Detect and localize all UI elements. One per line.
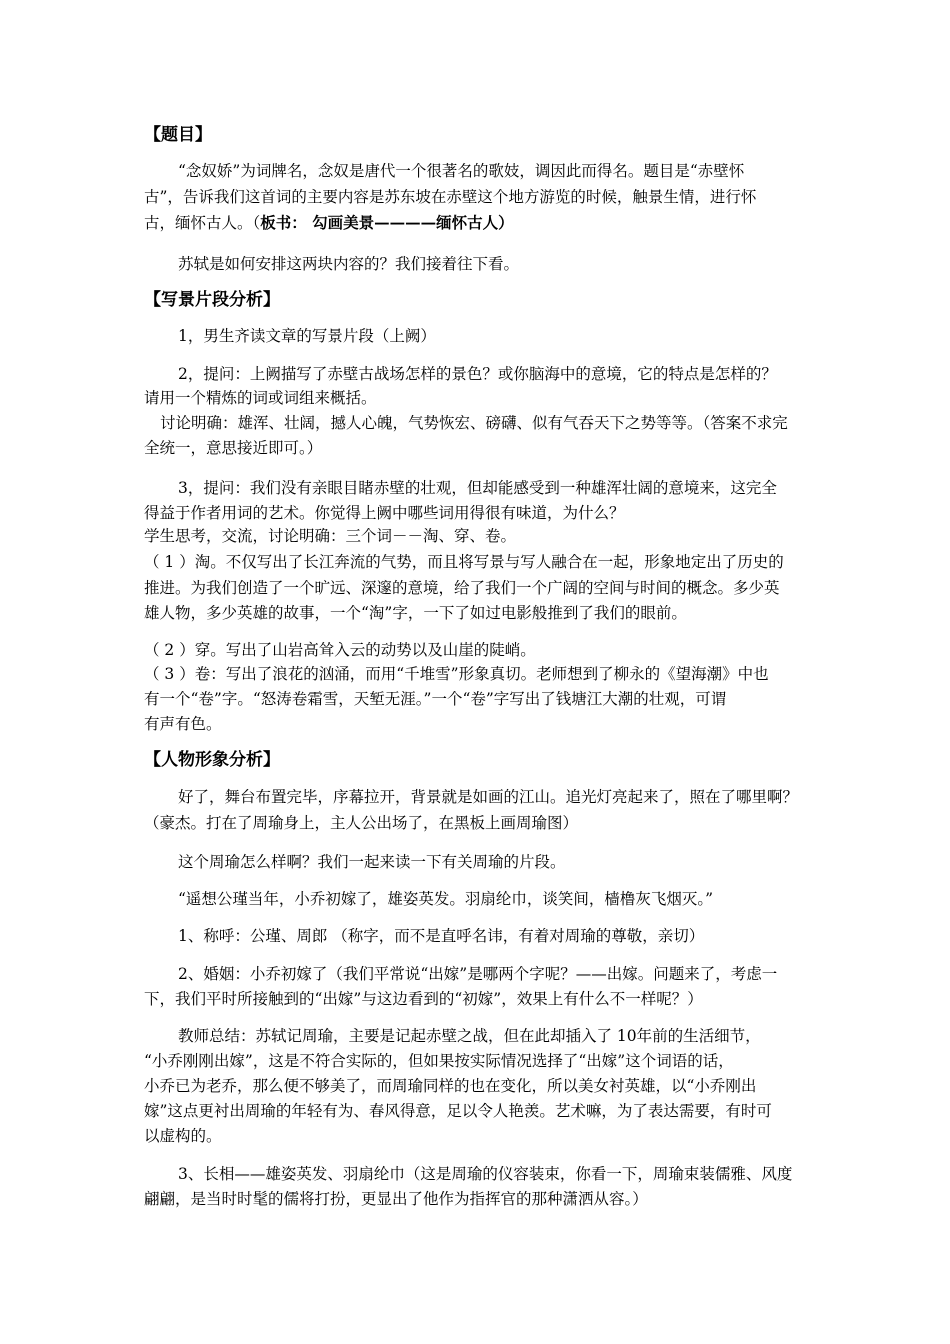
paragraph-line: 古”，告诉我们这首词的主要内容是苏东坡在赤壁这个地方游览的时候，触景生情，进行怀 (144, 188, 757, 206)
paragraph-line-with-board (144, 213, 514, 233)
section-heading-title: 【题目】 (144, 125, 212, 145)
paragraph-line: 有一个“卷”字。“怒涛卷霜雪，天堑无涯。”一个“卷”字写出了钱塘江大潮的壮观，可谓 (144, 690, 727, 708)
board-text: 勾画美景————缅怀古人） (306, 213, 514, 232)
paragraph-line: 讨论明确：雄浑、壮阔，撼人心魄，气势恢宏、磅礴、似有气吞天下之势等等。（答案不求完 (160, 414, 788, 432)
paragraph-line: 下，我们平时所接触到的“出嫁”与这边看到的“初嫁”，效果上有什么不一样呢？） (144, 990, 703, 1008)
paragraph-line: 好了，舞台布置完毕，序幕拉开，背景就是如画的江山。追光灯亮起来了，照在了哪里啊？ (178, 788, 799, 806)
paragraph-line: 2、婚姻：小乔初嫁了（我们平常说“出嫁”是哪两个字呢？——出嫁。问题来了，考虑一 (178, 965, 778, 983)
paragraph-line: 苏轼是如何安排这两块内容的？我们接着往下看。 (178, 255, 520, 273)
paragraph-line: “小乔刚刚出嫁”，这是不符合实际的，但如果按实际情况选择了“出嫁”这个词语的话， (144, 1052, 734, 1070)
paragraph-line: 1，男生齐读文章的写景片段（上阙） (178, 327, 436, 345)
paragraph-line: “念奴娇”为词牌名，念奴是唐代一个很著名的歌妓，调因此而得名。题目是“赤壁怀 (178, 162, 745, 180)
paragraph-line: 2，提问：上阙描写了赤壁古战场怎样的景色？或你脑海中的意境，它的特点是怎样的？ (178, 365, 777, 383)
board-label: 板书： (260, 213, 307, 232)
section-heading-character: 【人物形象分析】 (144, 750, 280, 770)
paragraph-line: （豪杰。打在了周瑜身上，主人公出场了，在黑板上画周瑜图） (144, 814, 579, 832)
paragraph-line: 小乔已为老乔，那么便不够美了，而周瑜同样的也在变化，所以美女衬英雄，以“小乔刚出 (144, 1077, 757, 1095)
paragraph-line: 雄人物，多少英雄的故事，一个“淘”字，一下了如过电影般推到了我们的眼前。 (144, 604, 687, 622)
section-heading-scenery: 【写景片段分析】 (144, 290, 280, 310)
paragraph-line: 3、长相——雄姿英发、羽扇纶巾（这是周瑜的仪容装束，你看一下，周瑜束装儒雅、风度 (178, 1165, 793, 1183)
paragraph-line: 有声有色。 (144, 715, 222, 733)
paragraph-text: 古，缅怀古人。（ (144, 214, 261, 232)
paragraph-line: （ 2 ）穿。写出了山岩高耸入云的动势以及山崖的陡峭。 (144, 641, 536, 659)
paragraph-line: （ 3 ）卷：写出了浪花的汹涌，而用“千堆雪”形象真切。老师想到了柳永的《望海潮》中也 (144, 665, 769, 683)
paragraph-line: 以虚构的。 (144, 1127, 222, 1145)
paragraph-line: 全统一，意思接近即可。） (144, 439, 323, 457)
paragraph-line: 得益于作者用词的艺术。你觉得上阙中哪些词用得很有味道，为什么？ (144, 504, 625, 522)
paragraph-line: （ 1 ）淘。不仅写出了长江奔流的气势，而且将写景与写人融合在一起，形象地定出了历史的 (144, 553, 784, 571)
paragraph-line: 教师总结：苏轼记周瑜，主要是记起赤壁之战，但在此却插入了 10年前的生活细节， (178, 1027, 761, 1045)
paragraph-line: 推进。为我们创造了一个旷远、深邃的意境，给了我们一个广阔的空间与时间的概念。多少英 (144, 579, 780, 597)
paragraph-line: 1、称呼：公瑾、周郎 （称字，而不是直呼名讳，有着对周瑜的尊敬，亲切） (178, 927, 705, 945)
paragraph-line: 3，提问：我们没有亲眼目睹赤壁的壮观，但却能感受到一种雄浑壮阔的意境来，这完全 (178, 479, 777, 497)
paragraph-line: 请用一个精炼的词或词组来概括。 (144, 389, 377, 407)
paragraph-line: 这个周瑜怎么样啊？我们一起来读一下有关周瑜的片段。 (178, 853, 566, 871)
paragraph-line: 学生思考，交流，讨论明确：三个词－－淘、穿、卷。 (144, 527, 517, 545)
paragraph-line: “遥想公瑾当年，小乔初嫁了，雄姿英发。羽扇纶巾，谈笑间，樯橹灰飞烟灭。” (178, 890, 714, 908)
paragraph-line: 翩翩，是当时时髦的儒将打扮，更显出了他作为指挥官的那种潇洒从容。） (144, 1190, 648, 1208)
paragraph-line: 嫁”这点更衬出周瑜的年轻有为、春风得意，足以令人艳羡。艺术嘛，为了表达需要，有时可 (144, 1102, 772, 1120)
